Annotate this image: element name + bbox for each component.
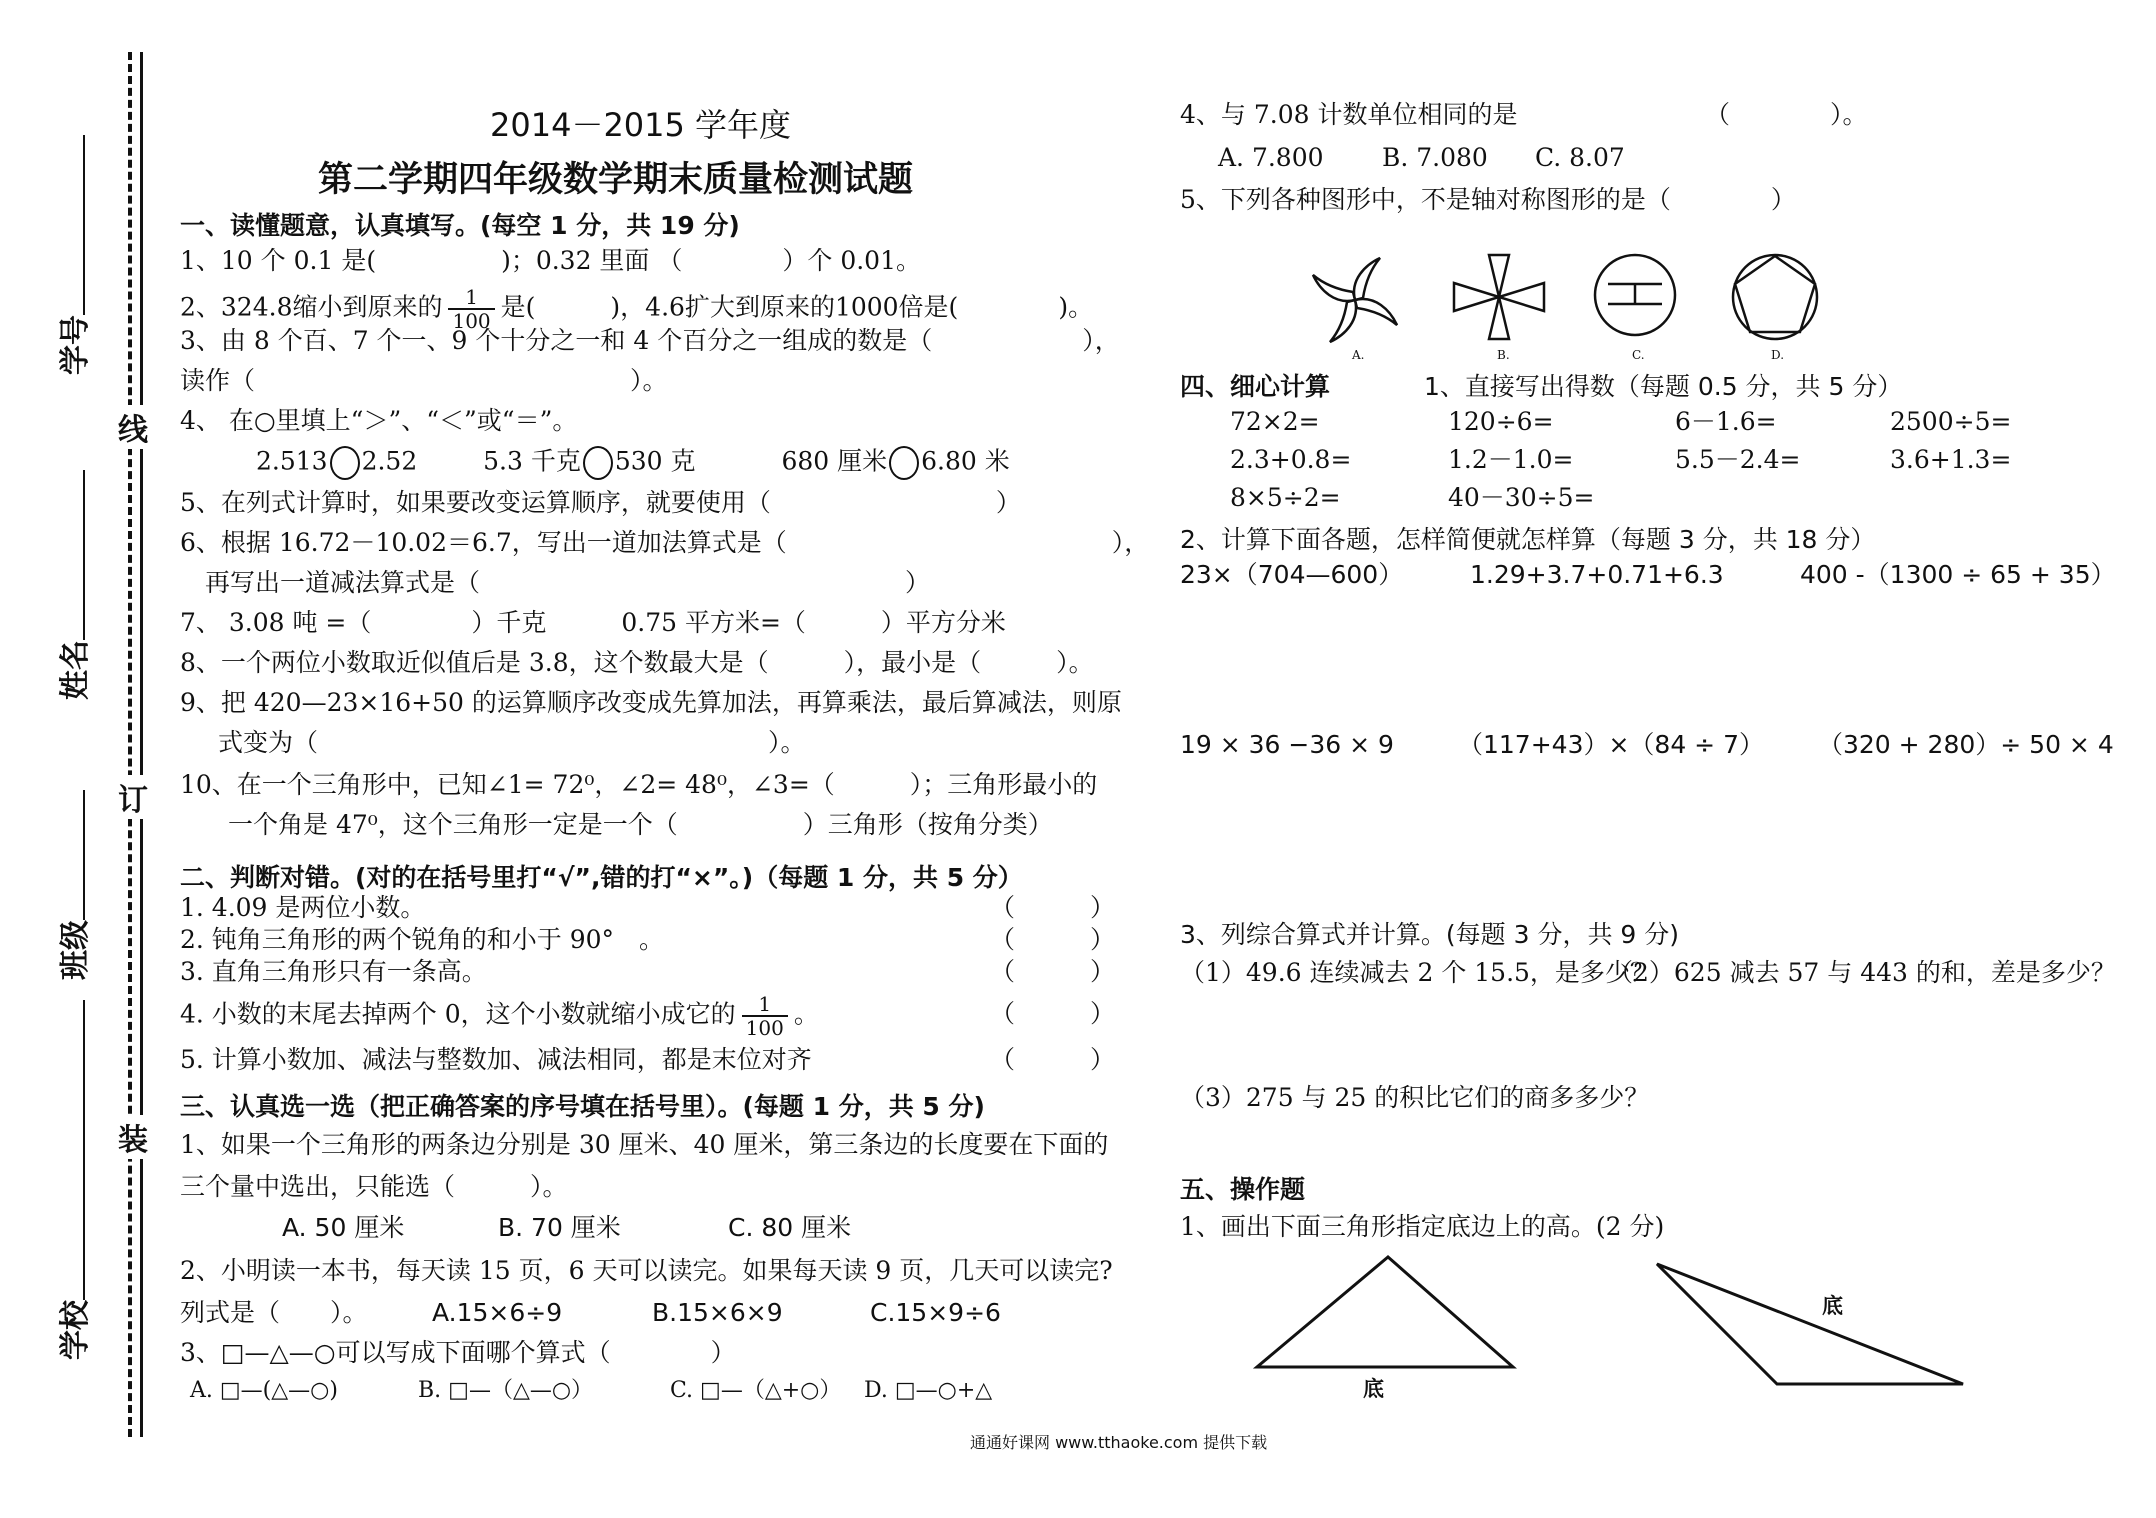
triangle-1 (1255, 1255, 1515, 1370)
part3-q1-b: 三个量中选出，只能选（ ）。 (180, 1172, 568, 1201)
part3-q1-option-c: C. 80 厘米 (728, 1213, 852, 1242)
direct-calc: 72×2= (1230, 407, 1320, 436)
part5-heading: 五、操作题 (1180, 1175, 1306, 1204)
part3-q2-a: 2、小明读一本书，每天读 15 页，6 天可以读完。如果每天读 9 页，几天可以读完? (180, 1256, 1113, 1285)
word-problem-2: （2）625 减去 57 与 443 的和，差是多少？ (1608, 958, 2116, 987)
calc-problem: 23×（704—600） (1180, 560, 1404, 589)
direct-calc: 2.3+0.8= (1230, 445, 1352, 474)
word-problem-3: （3）275 与 25 的积比它们的商多多少？ (1180, 1083, 1650, 1112)
part1-q6-b: 再写出一道减法算式是（ ） (205, 568, 931, 597)
part2-q2: 2. 钝角三角形的两个锐角的和小于 90° 。 (180, 925, 665, 954)
fraction-one-hundredth: $\frac{1}{100}$ (448, 286, 494, 332)
calc-problem: 19 × 36 −36 × 9 (1180, 730, 1394, 759)
part1-q6-a: 6、根据 16.72－10.02＝6.7，写出一道加法算式是（ ）， (180, 528, 1150, 557)
part4-sub3: 3、列综合算式并计算。(每题 3 分，共 9 分) (1180, 920, 1680, 949)
binding-solid-line (140, 52, 143, 1437)
part3-q2-option-a: A.15×6÷9 (432, 1298, 563, 1327)
part4-sub2: 2、计算下面各题，怎样简便就怎样算（每题 3 分，共 18 分） (1180, 525, 1876, 554)
direct-calc: 6－1.6= (1675, 407, 1777, 436)
shape-a-label: A. (1352, 348, 1365, 362)
part1-q10-b: 一个角是 47⁰，这个三角形一定是一个（ ）三角形（按角分类） (228, 810, 1053, 839)
student-name-label: 姓名 (50, 470, 94, 700)
part3-q1-option-b: B. 70 厘米 (498, 1213, 621, 1242)
part1-q9-b: 式变为（ ）。 (218, 728, 806, 757)
part1-heading: 一、读懂题意，认真填写。(每空 1 分，共 19 分) (180, 211, 740, 240)
part3-q2-option-b: B.15×6×9 (652, 1298, 783, 1327)
part3-q3-option-a: A. □—(△—○) (190, 1378, 338, 1403)
cut-mark-pack: 装 (118, 1115, 148, 1159)
calc-problem: 400 -（1300 ÷ 65 + 35） (1800, 560, 2116, 589)
part1-q5: 5、在列式计算时，如果要改变运算顺序，就要使用（ ） (180, 488, 1021, 517)
cut-mark-line: 线 (118, 405, 148, 449)
title-line-1: 2014－2015 学年度 (490, 106, 792, 144)
part3-q4: 4、与 7.08 计数单位相同的是 （ ）。 (1180, 100, 1868, 129)
part3-q4-option-b: B. 7.080 (1382, 143, 1488, 172)
direct-calc: 3.6+1.3= (1890, 445, 2012, 474)
part3-q5: 5、下列各种图形中，不是轴对称图形的是（ ） (1180, 185, 1796, 214)
part4-sub1: 1、直接写出得数（每题 0.5 分，共 5 分） (1424, 372, 1903, 401)
triangle-1-base-label: 底 (1363, 1377, 1384, 1401)
calc-problem: （320 + 280）÷ 50 × 4 (1818, 730, 2114, 759)
compare-circle[interactable] (330, 446, 360, 480)
shape-d-pentagon-circle (1730, 252, 1820, 342)
part3-q1-a: 1、如果一个三角形的两条边分别是 30 厘米、40 厘米，第三条边的长度要在下面的 (180, 1130, 1109, 1159)
part3-q3-option-c: C. □—（△+○） (670, 1378, 842, 1403)
shape-c-circle (1592, 252, 1678, 338)
part4-heading: 四、细心计算 (1180, 372, 1331, 401)
calc-problem: （117+43）×（84 ÷ 7） (1458, 730, 1764, 759)
direct-calc: 1.2－1.0= (1448, 445, 1574, 474)
part5-q1: 1、画出下面三角形指定底边上的高。(2 分) (1180, 1212, 1665, 1241)
direct-calc: 2500÷5= (1890, 407, 2012, 436)
class-label: 班级 (50, 790, 94, 980)
shape-a-pinwheel (1305, 250, 1405, 350)
part3-q4-option-a: A. 7.800 (1218, 143, 1324, 172)
shape-b-windmill (1452, 252, 1547, 342)
part3-q3-option-b: B. □—（△—○） (418, 1378, 594, 1403)
part2-heading: 二、判断对错。(对的在括号里打“√”,错的打“×”。)（每题 1 分，共 5 分） (180, 863, 1023, 892)
footer-credit: 通通好课网 www.tthaoke.com 提供下载 (970, 1433, 1268, 1452)
part1-q3-a: 3、由 8 个百、7 个一、9 个十分之一和 4 个百分之一组成的数是（ ）， (180, 326, 1120, 355)
word-problem-1: （1）49.6 连续减去 2 个 15.5，是多少？ (1180, 958, 1655, 987)
direct-calc: 8×5÷2= (1230, 483, 1341, 512)
part3-q3-a: 3、□—△—○可以写成下面哪个算式（ ） (180, 1338, 736, 1367)
part3-q1-option-a: A. 50 厘米 (282, 1213, 405, 1242)
direct-calc: 120÷6= (1448, 407, 1554, 436)
compare-circle[interactable] (889, 446, 919, 480)
binding-dashed-line (128, 52, 132, 1437)
part1-q9-a: 9、把 420—23×16+50 的运算顺序改变成先算加法，再算乘法，最后算减法，则原 (180, 688, 1122, 717)
shape-c-label: C. (1632, 348, 1645, 362)
shape-d-label: D. (1771, 348, 1785, 362)
part1-q3-b: 读作（ ）。 (180, 366, 668, 395)
part1-q4-b: 2.513 2.52 5.3 千克 530 克 680 厘米 6.80 米 (256, 446, 1010, 480)
calc-problem: 1.29+3.7+0.71+6.3 (1470, 560, 1724, 589)
part1-q4-a: 4、 在○里填上“＞”、“＜”或“＝”。 (180, 406, 578, 435)
shape-b-label: B. (1497, 348, 1510, 362)
part3-q3-option-d: D. □—○+△ (864, 1378, 993, 1403)
cut-mark-bind: 订 (118, 775, 148, 819)
answer-bracket-1[interactable]: （ ） (990, 893, 1116, 922)
direct-calc: 5.5－2.4= (1675, 445, 1801, 474)
answer-bracket-3[interactable]: （ ） (990, 957, 1116, 986)
direct-calc: 40－30÷5= (1448, 483, 1595, 512)
part3-q2-b: 列式是（ ）。 (180, 1298, 368, 1327)
answer-bracket-2[interactable]: （ ） (990, 925, 1116, 954)
triangle-2 (1655, 1262, 1965, 1387)
part1-q10-a: 10、在一个三角形中，已知∠1= 72⁰，∠2= 48⁰，∠3=（ ）；三角形最小的 (180, 770, 1098, 799)
part1-q8: 8、一个两位小数取近似值后是 3.8，这个数最大是（ ），最小是（ ）。 (180, 648, 1094, 677)
answer-bracket-5[interactable]: （ ） (990, 1045, 1116, 1074)
student-number-label: 学号 (50, 135, 94, 375)
part2-q1: 1. 4.09 是两位小数。 (180, 893, 426, 922)
compare-circle[interactable] (583, 446, 613, 480)
part1-q1: 1、10 个 0.1 是( )；0.32 里面 （ ）个 0.01。 (180, 246, 921, 275)
part1-q7: 7、 3.08 吨 =（ ）千克 0.75 平方米=（ ）平方分米 (180, 608, 1006, 637)
triangle-2-base-label: 底 (1822, 1294, 1843, 1318)
page-title: 第二学期四年级数学期末质量检测试题 (318, 160, 914, 200)
part3-q2-option-c: C.15×9÷6 (870, 1298, 1001, 1327)
answer-bracket-4[interactable]: （ ） (990, 999, 1116, 1028)
part2-q4: 4. 小数的末尾去掉两个 0，这个小数就缩小成它的 $\frac{1}{100}$ 。 (180, 992, 819, 1040)
part3-heading: 三、认真选一选（把正确答案的序号填在括号里）。(每题 1 分，共 5 分) (180, 1092, 985, 1121)
part2-q3: 3. 直角三角形只有一条高。 (180, 957, 487, 986)
part1-q2: 2、324.8缩小到原来的 $\frac{1}{100}$ 是( )，4.6扩大到原来的1000倍是( )。 (180, 285, 1094, 333)
fraction-one-hundredth: $\frac{1}{100}$ (742, 993, 788, 1039)
school-label: 学校 (50, 1000, 94, 1360)
part2-q5: 5. 计算小数加、减法与整数加、减法相同，都是末位对齐 (180, 1045, 812, 1074)
part3-q4-option-c: C. 8.07 (1535, 143, 1625, 172)
